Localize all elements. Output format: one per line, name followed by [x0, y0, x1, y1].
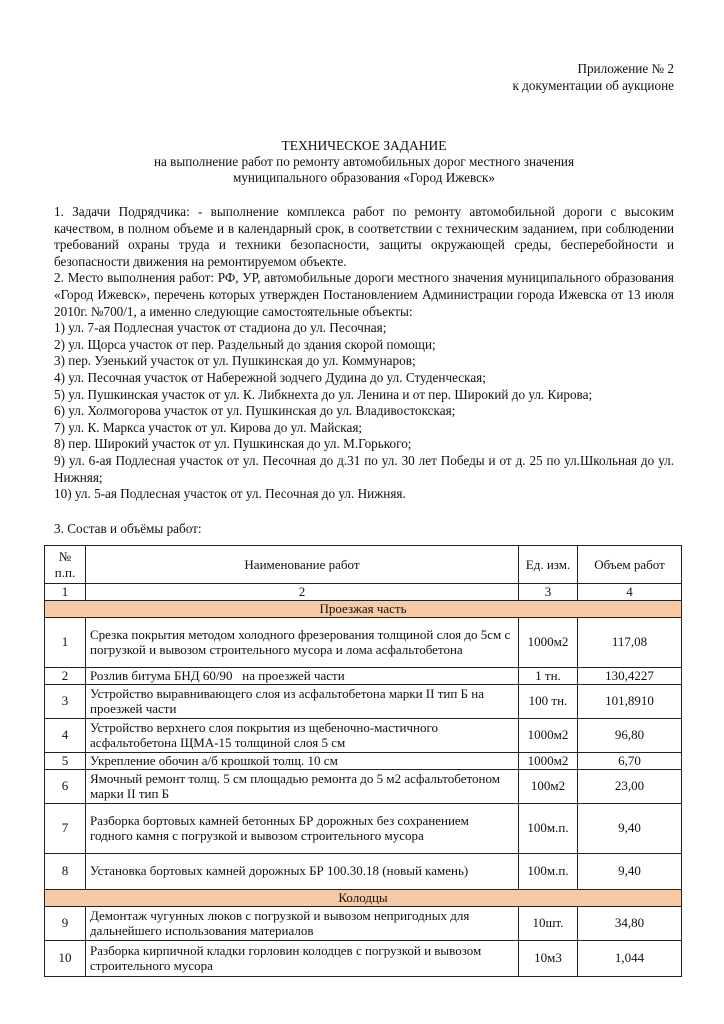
unit: 10шт. — [519, 906, 578, 940]
section-1-tasks: 1. Задачи Подрядчика: - выполнение комплекса работ по ремонту автомобильной дороги с высоким качеством, в полном объеме и в календарный срок, в соответствии с техническим заданием, при соблюдении требований охраны труда и техники безопасности, защиты окружающей среды, бесперебойности и безопасности движения на ремонтируемом объекте. — [54, 204, 674, 269]
unit: 10м3 — [519, 940, 578, 976]
row-number: 10 — [45, 940, 86, 976]
appendix-line-2: к документации об аукционе — [512, 78, 674, 93]
row-number: 9 — [45, 906, 86, 940]
table-row — [45, 853, 682, 889]
volume: 117,08 — [578, 617, 682, 667]
appendix-line-1: Приложение № 2 — [577, 61, 674, 76]
object-item: 7) ул. К. Маркса участок от ул. Кирова до ул. Майская; — [54, 419, 363, 435]
row-number: 3 — [45, 684, 86, 718]
section-2-location: 2. Место выполнения работ: РФ, УР, автомобильные дороги местного значения муниципального образования «Город Ижевск», перечень которых утвержден Постановлением Администрации города Ижевска от 13 июля 2010г. №700/1, а именно следующие самостоятельные объекты: — [54, 270, 674, 319]
unit: 1 тн. — [519, 667, 578, 684]
object-item: 4) ул. Песочная участок от Набережной зодчего Дудина до ул. Студенческая; — [54, 369, 486, 385]
body-text — [54, 204, 674, 537]
work-name: Разборка кирпичной кладки горловин колодцев с погрузкой и вывозом строительного мусора — [86, 940, 519, 976]
volume: 6,70 — [578, 752, 682, 769]
table-row — [45, 667, 682, 684]
object-item: 9) ул. 6-ая Подлесная участок от ул. Песочная до д.31 по ул. 30 лет Победы и от д. 25 по ул.Школьная до ул. Нижняя; — [54, 452, 674, 485]
section-label: Проезжая часть — [45, 600, 682, 617]
section-row-wells — [45, 889, 682, 906]
row-number: 5 — [45, 752, 86, 769]
column-number: 4 — [578, 584, 682, 601]
work-name: Устройство верхнего слоя покрытия из щебеночно-мастичного асфальтобетона ЩМА-15 толщиной слоя 5 см — [86, 718, 519, 752]
unit: 100 тн. — [519, 684, 578, 718]
work-name: Ямочный ремонт толщ. 5 см площадью ремонта до 5 м2 асфальтобетоном марки II тип Б — [86, 769, 519, 803]
object-item: 10) ул. 5-ая Подлесная участок от ул. Песочная до ул. Нижняя. — [54, 486, 406, 502]
unit: 1000м2 — [519, 617, 578, 667]
section-3-heading: 3. Состав и объёмы работ: — [54, 520, 202, 536]
volume: 23,00 — [578, 769, 682, 803]
table-row — [45, 906, 682, 940]
unit: 1000м2 — [519, 752, 578, 769]
table-row — [45, 803, 682, 853]
volume: 9,40 — [578, 803, 682, 853]
title-subtitle-1: на выполнение работ по ремонту автомобильных дорог местного значения — [153, 154, 575, 169]
unit: 1000м2 — [519, 718, 578, 752]
work-name: Устройство выравнивающего слоя из асфальтобетона марки II тип Б на проезжей части — [86, 684, 519, 718]
work-name: Укрепление обочин а/б крошкой толщ. 10 см — [86, 752, 519, 769]
table-row — [45, 718, 682, 752]
work-name: Срезка покрытия методом холодного фрезерования толщиной слоя до 5см с погрузкой и вывозом строительного мусора и лома асфальтобетона — [86, 617, 519, 667]
document-page — [54, 60, 674, 537]
object-item: 2) ул. Щорса участок от пер. Раздельный до здания скорой помощи; — [54, 336, 436, 352]
column-number-row — [45, 584, 682, 601]
volume: 96,80 — [578, 718, 682, 752]
header-number-line-1: № — [58, 549, 72, 564]
title-subtitle-2: муниципального образования «Город Ижевск» — [232, 170, 496, 185]
row-number: 2 — [45, 667, 86, 684]
table-row — [45, 752, 682, 769]
work-name: Разборка бортовых камней бетонных БР дорожных без сохранением годного камня с погрузкой и вывозом строительного мусора — [86, 803, 519, 853]
table-header-row — [45, 546, 682, 584]
header-unit: Ед. изм. — [519, 546, 578, 584]
row-number: 7 — [45, 803, 86, 853]
unit: 100м2 — [519, 769, 578, 803]
title-main: ТЕХНИЧЕСКОЕ ЗАДАНИЕ — [281, 138, 447, 153]
document-title — [54, 138, 674, 186]
unit: 100м.п. — [519, 803, 578, 853]
section-label: Колодцы — [45, 889, 682, 906]
volume: 9,40 — [578, 853, 682, 889]
object-item: 6) ул. Холмогорова участок от ул. Пушкинская до ул. Владивостокская; — [54, 403, 456, 419]
volume: 101,8910 — [578, 684, 682, 718]
column-number: 2 — [86, 584, 519, 601]
volume: 34,80 — [578, 906, 682, 940]
work-name: Установка бортовых камней дорожных БР 100.30.18 (новый камень) — [86, 853, 519, 889]
table-row — [45, 684, 682, 718]
object-item: 3) пер. Узенький участок от ул. Пушкинская до ул. Коммунаров; — [54, 353, 416, 369]
header-name: Наименование работ — [86, 546, 519, 584]
header-volume: Объем работ — [578, 546, 682, 584]
work-name: Розлив битума БНД 60/90 на проезжей части — [86, 667, 519, 684]
works-table — [44, 545, 682, 977]
table-row — [45, 769, 682, 803]
row-number: 6 — [45, 769, 86, 803]
row-number: 1 — [45, 617, 86, 667]
column-number: 1 — [45, 584, 86, 601]
section-row-roadway — [45, 600, 682, 617]
volume: 1,044 — [578, 940, 682, 976]
column-number: 3 — [519, 584, 578, 601]
object-item: 5) ул. Пушкинская участок от ул. К. Либкнехта до ул. Ленина и от пер. Широкий до ул. Кирова; — [54, 386, 593, 402]
table-row — [45, 940, 682, 976]
header-number-line-2: п.п. — [54, 564, 76, 580]
work-name: Демонтаж чугунных люков с погрузкой и вывозом непригодных для дальнейшего использования материалов — [86, 906, 519, 940]
unit: 100м.п. — [519, 853, 578, 889]
header-number — [45, 546, 86, 584]
table-row — [45, 617, 682, 667]
object-item: 8) пер. Широкий участок от ул. Пушкинская до ул. М.Горького; — [54, 436, 412, 452]
object-list — [54, 320, 674, 503]
object-item: 1) ул. 7-ая Подлесная участок от стадиона до ул. Песочная; — [54, 320, 387, 336]
row-number: 8 — [45, 853, 86, 889]
volume: 130,4227 — [578, 667, 682, 684]
row-number: 4 — [45, 718, 86, 752]
appendix-note — [54, 60, 674, 94]
